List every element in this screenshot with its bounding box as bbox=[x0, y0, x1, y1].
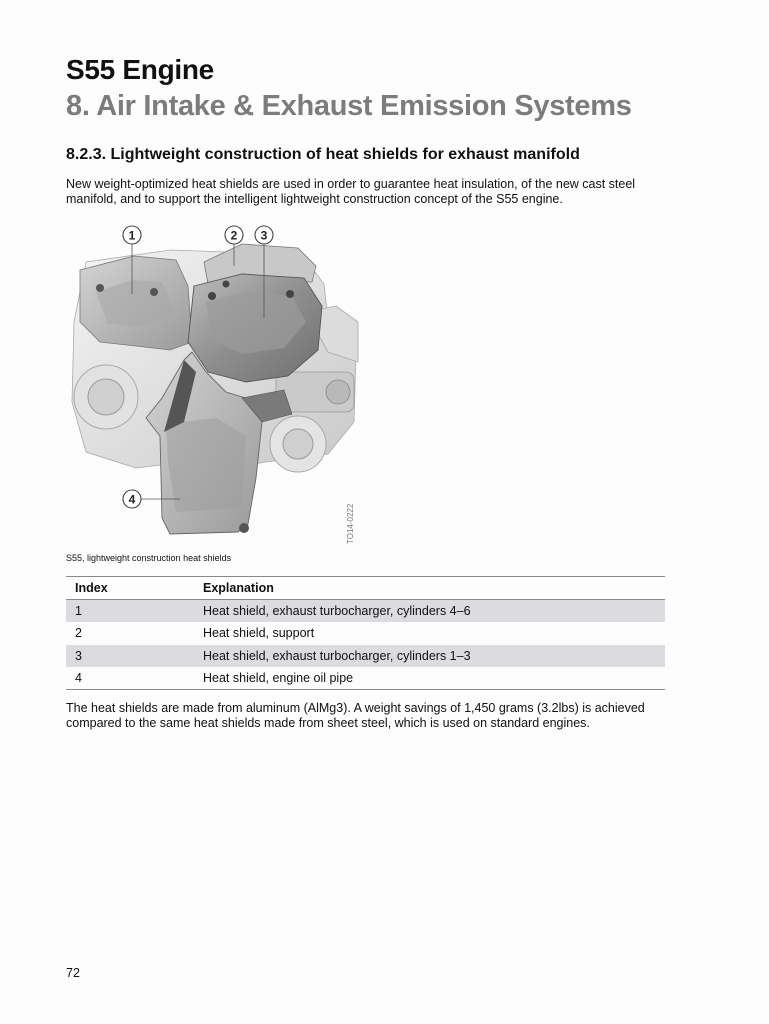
body-paragraph: The heat shields are made from aluminum (AlMg3). A weight savings of 1,450 grams (3.2lbs) is achieved compared to the same heat shields made from sheet steel, which is used on standard engines. bbox=[66, 701, 645, 730]
callout-3-label: 3 bbox=[260, 228, 268, 243]
table-row bbox=[66, 600, 665, 623]
heat-shield-figure bbox=[66, 222, 366, 550]
heat-shield-1 bbox=[80, 256, 192, 350]
section-heading: 8.2.3. Lightweight construction of heat shields for exhaust manifold bbox=[66, 146, 580, 163]
row-explanation: Heat shield, support bbox=[203, 626, 315, 641]
table-header-row bbox=[66, 577, 665, 600]
row-index: 2 bbox=[75, 626, 82, 641]
row-index: 1 bbox=[66, 600, 194, 623]
callout-1 bbox=[123, 226, 141, 244]
callout-2 bbox=[225, 226, 243, 244]
row-explanation: Heat shield, engine oil pipe bbox=[194, 667, 665, 690]
table-row bbox=[66, 645, 665, 668]
callout-1-label: 1 bbox=[128, 228, 136, 243]
row-index: 4 bbox=[66, 667, 194, 690]
table-row bbox=[66, 622, 665, 645]
row-explanation: Heat shield, exhaust turbocharger, cylinders 4–6 bbox=[194, 600, 665, 623]
page-number: 72 bbox=[66, 966, 80, 980]
figure-caption: S55, lightweight construction heat shields bbox=[66, 553, 232, 563]
header-explanation: Explanation bbox=[194, 577, 665, 600]
header-index: Index bbox=[66, 577, 194, 600]
document-title: S55 Engine bbox=[66, 54, 214, 85]
engine-illustration bbox=[66, 222, 366, 550]
row-index: 3 bbox=[66, 645, 194, 668]
callout-2-label: 2 bbox=[230, 228, 238, 243]
callout-4 bbox=[123, 490, 141, 508]
callout-4-label: 4 bbox=[128, 492, 136, 507]
legend-table bbox=[66, 576, 665, 690]
chapter-title: 8. Air Intake & Exhaust Emission Systems bbox=[66, 90, 632, 122]
table-row bbox=[66, 667, 665, 690]
image-code: TO14-0222 bbox=[346, 503, 355, 544]
row-explanation: Heat shield, exhaust turbocharger, cylinders 1–3 bbox=[194, 645, 665, 668]
callout-3 bbox=[255, 226, 273, 244]
intro-paragraph: New weight-optimized heat shields are used in order to guarantee heat insulation, of the new cast steel manifold, and to support the intelligent lightweight construction concept of the S55 engine. bbox=[66, 177, 636, 206]
